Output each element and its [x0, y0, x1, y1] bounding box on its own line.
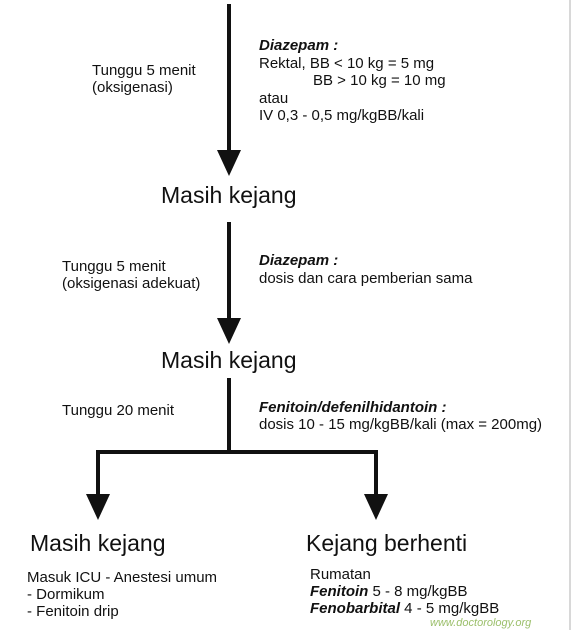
- outcome-right-dose1: 5 - 8 mg/kgBB: [368, 583, 468, 600]
- step1-dose-line4: IV 0,3 - 0,5 mg/kgBB/kali: [259, 107, 425, 124]
- outcome-left-title: Masih kejang: [30, 530, 166, 556]
- outcome-right-drug2: Fenobarbital: [310, 600, 401, 617]
- outcome-left-line2: - Dormikum: [27, 586, 105, 603]
- step3-wait-line1: Tunggu 20 menit: [62, 402, 175, 419]
- outcome-right-dose2-row: [310, 600, 499, 617]
- outcome-right-line1: Rumatan: [310, 566, 371, 583]
- watermark: www.doctorology.org: [430, 617, 532, 629]
- step2-wait-line1: Tunggu 5 menit: [62, 258, 166, 275]
- state2-label: Masih kejang: [161, 347, 297, 373]
- step3-dose-line1: dosis 10 - 15 mg/kgBB/kali (max = 200mg): [259, 416, 543, 433]
- outcome-left-line3: - Fenitoin drip: [27, 603, 119, 620]
- step3-drug-title: Fenitoin/defenilhidantoin :: [259, 399, 447, 416]
- outcome-right-dose2: 4 - 5 mg/kgBB: [400, 600, 500, 617]
- branch-left-head: [86, 494, 110, 520]
- outcome-right-title: Kejang berhenti: [306, 530, 468, 556]
- step1-wait-line1: Tunggu 5 menit: [92, 62, 196, 79]
- state1-label: Masih kejang: [161, 182, 297, 208]
- step2-dose-line1: dosis dan cara pemberian sama: [259, 270, 473, 287]
- step1-dose-line2: BB > 10 kg = 10 mg: [313, 72, 446, 89]
- outcome-right-drug1: Fenitoin: [310, 583, 369, 600]
- step1-dose-line3: atau: [259, 90, 289, 107]
- arrow-2-head: [217, 318, 241, 344]
- step1-drug-title: Diazepam :: [259, 37, 339, 54]
- arrow-1-head: [217, 150, 241, 176]
- outcome-right-dose1-row: [310, 583, 468, 600]
- step1-wait-line2: (oksigenasi): [92, 79, 173, 96]
- step1-dose-line1: Rektal, BB < 10 kg = 5 mg: [259, 55, 435, 72]
- step2-drug-title: Diazepam :: [259, 252, 339, 269]
- outcome-left-line1: Masuk ICU - Anestesi umum: [27, 569, 218, 586]
- branch-right-head: [364, 494, 388, 520]
- step2-wait-line2: (oksigenasi adekuat): [62, 275, 201, 292]
